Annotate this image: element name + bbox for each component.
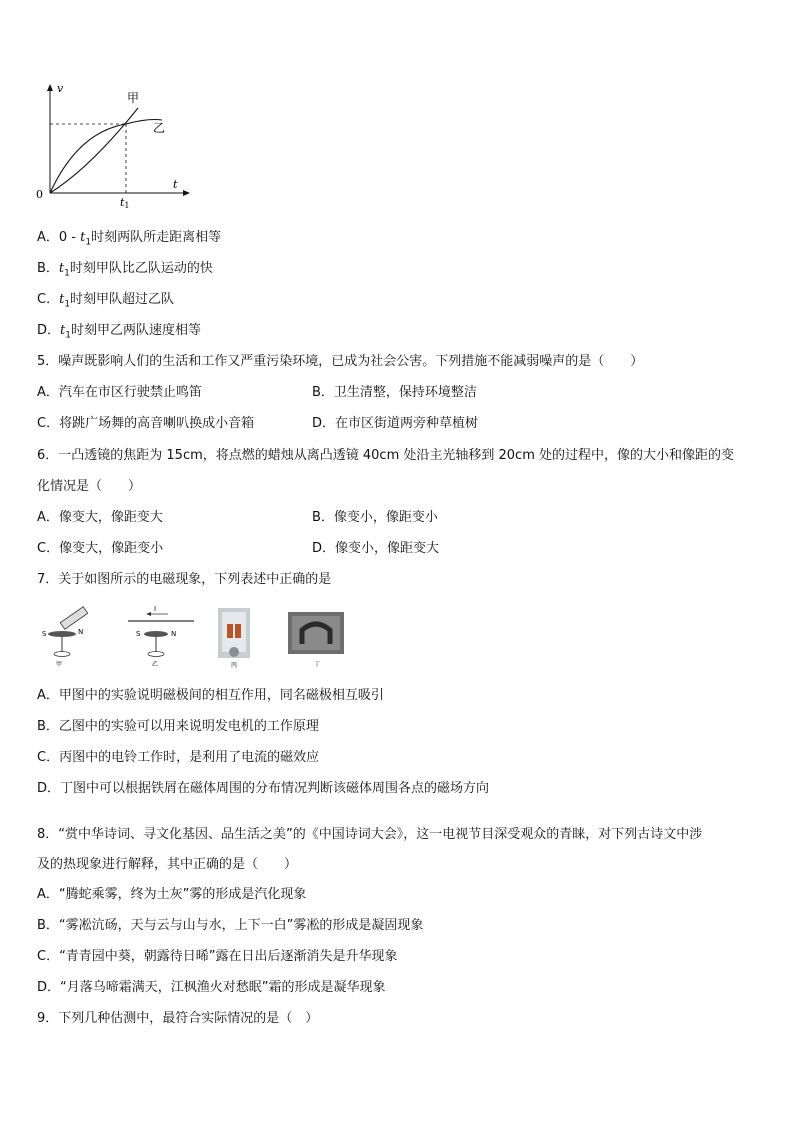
origin-label: 0 — [36, 188, 43, 201]
q6-option-a: A．像变大，像距变大 — [37, 510, 163, 525]
q7-option-a: A．甲图中的实验说明磁极间的相互作用，同名磁极相互吸引 — [37, 688, 384, 703]
curve-jia — [50, 108, 138, 193]
figure-ding-iron-filings — [286, 610, 348, 668]
t1-label: t1 — [120, 196, 130, 210]
q4-option-d: D．$t_1$时刻甲乙两队速度相等 — [37, 323, 201, 341]
x-axis-arrow — [183, 190, 190, 196]
q7-option-b: B．乙图中的实验可以用来说明发电机的工作原理 — [37, 719, 319, 734]
svg-text:N: N — [78, 628, 84, 636]
q7-stem: 7．关于如图所示的电磁现象，下列表述中正确的是 — [37, 572, 332, 587]
bell-dome — [229, 647, 239, 657]
q6-option-b: B．像变小，像距变小 — [312, 510, 438, 525]
q4-option-b: B．$t_1$时刻甲队比乙队运动的快 — [37, 261, 213, 279]
q8-stem-line2: 及的热现象进行解释，其中正确的是（ ） — [37, 857, 298, 872]
q7-option-d: D．丁图中可以根据铁屑在磁体周围的分布情况判断该磁体周围各点的磁场方向 — [37, 781, 490, 796]
q6-option-d: D．像变小，像距变大 — [312, 541, 440, 556]
q8-stem-line1: 8．“赏中华诗词、寻文化基因、品生活之美”的《中国诗词大会》，这一电视节目深受观众的青睐，对下列古诗文中涉 — [37, 827, 703, 842]
compass-base — [54, 652, 70, 657]
svg-text:S: S — [42, 630, 47, 638]
svg-text:I: I — [154, 605, 157, 613]
figure-bing-electric-bell — [216, 606, 256, 668]
t-axis-label: t — [173, 178, 178, 191]
figure-label-ding: 丁 — [314, 661, 321, 668]
figure-jia-magnet-compass — [38, 604, 110, 668]
velocity-time-graph — [30, 80, 200, 210]
q7-option-c: C．丙图中的电铃工作时，是利用了电流的磁效应 — [37, 750, 320, 765]
q8-option-b: B．“雾凇沆砀，天与云与山与水，上下一白”雾凇的形成是凝固现象 — [37, 918, 424, 933]
q5-option-b: B．卫生清整，保持环境整洁 — [312, 385, 477, 400]
electromagnet-coil — [227, 624, 233, 638]
figure-label-jia: 甲 — [56, 661, 63, 668]
q5-option-a: A．汽车在市区行驶禁止鸣笛 — [37, 385, 202, 400]
figure-label-yi: 乙 — [152, 661, 159, 668]
y-axis-arrow — [47, 84, 53, 91]
q8-option-d: D．“月落乌啼霜满天，江枫渔火对愁眠”霜的形成是凝华现象 — [37, 980, 386, 995]
compass-base — [148, 652, 164, 657]
figure-yi-current-compass — [124, 604, 196, 668]
compass-needle — [48, 631, 76, 637]
q6-stem-line2: 化情况是（ ） — [37, 479, 142, 494]
svg-text:N: N — [171, 630, 177, 638]
svg-text:S: S — [136, 630, 141, 638]
jia-label: 甲 — [127, 91, 140, 105]
q6-stem-line1: 6．一凸透镜的焦距为 15cm，将点燃的蜡烛从离凸透镜 40cm 处沿主光轴移到 20cm 处的过程中，像的大小和像距的变 — [37, 448, 734, 463]
q4-option-c: C．$t_1$时刻甲队超过乙队 — [37, 292, 175, 310]
curve-yi — [50, 120, 162, 194]
electromagnet-coil-2 — [235, 624, 241, 638]
q8-option-a: A．“腾蛇乘雾，终为土灰”雾的形成是汽化现象 — [37, 887, 307, 902]
v-axis-label: v — [57, 82, 64, 95]
yi-label: 乙 — [153, 121, 166, 135]
q5-stem: 5．噪声既影响人们的生活和工作又严重污染环境，已成为社会公害。下列措施不能减弱噪声的是（ ） — [37, 354, 644, 369]
q8-option-c: C．“青青园中葵，朝露待日晞”露在日出后逐渐消失是升华现象 — [37, 949, 398, 964]
bar-magnet — [60, 607, 88, 630]
compass-needle — [144, 631, 168, 637]
q6-option-c: C．像变大，像距变小 — [37, 541, 164, 556]
figure-label-bing: 丙 — [231, 662, 238, 668]
q9-stem: 9．下列几种估测中，最符合实际情况的是（ ） — [37, 1011, 319, 1026]
q5-option-c: C．将跳广场舞的高音喇叭换成小音箱 — [37, 416, 255, 431]
q5-option-d: D．在市区街道两旁种草植树 — [312, 416, 479, 431]
q4-option-a: A．$0 - t_1$时刻两队所走距离相等 — [37, 230, 222, 248]
